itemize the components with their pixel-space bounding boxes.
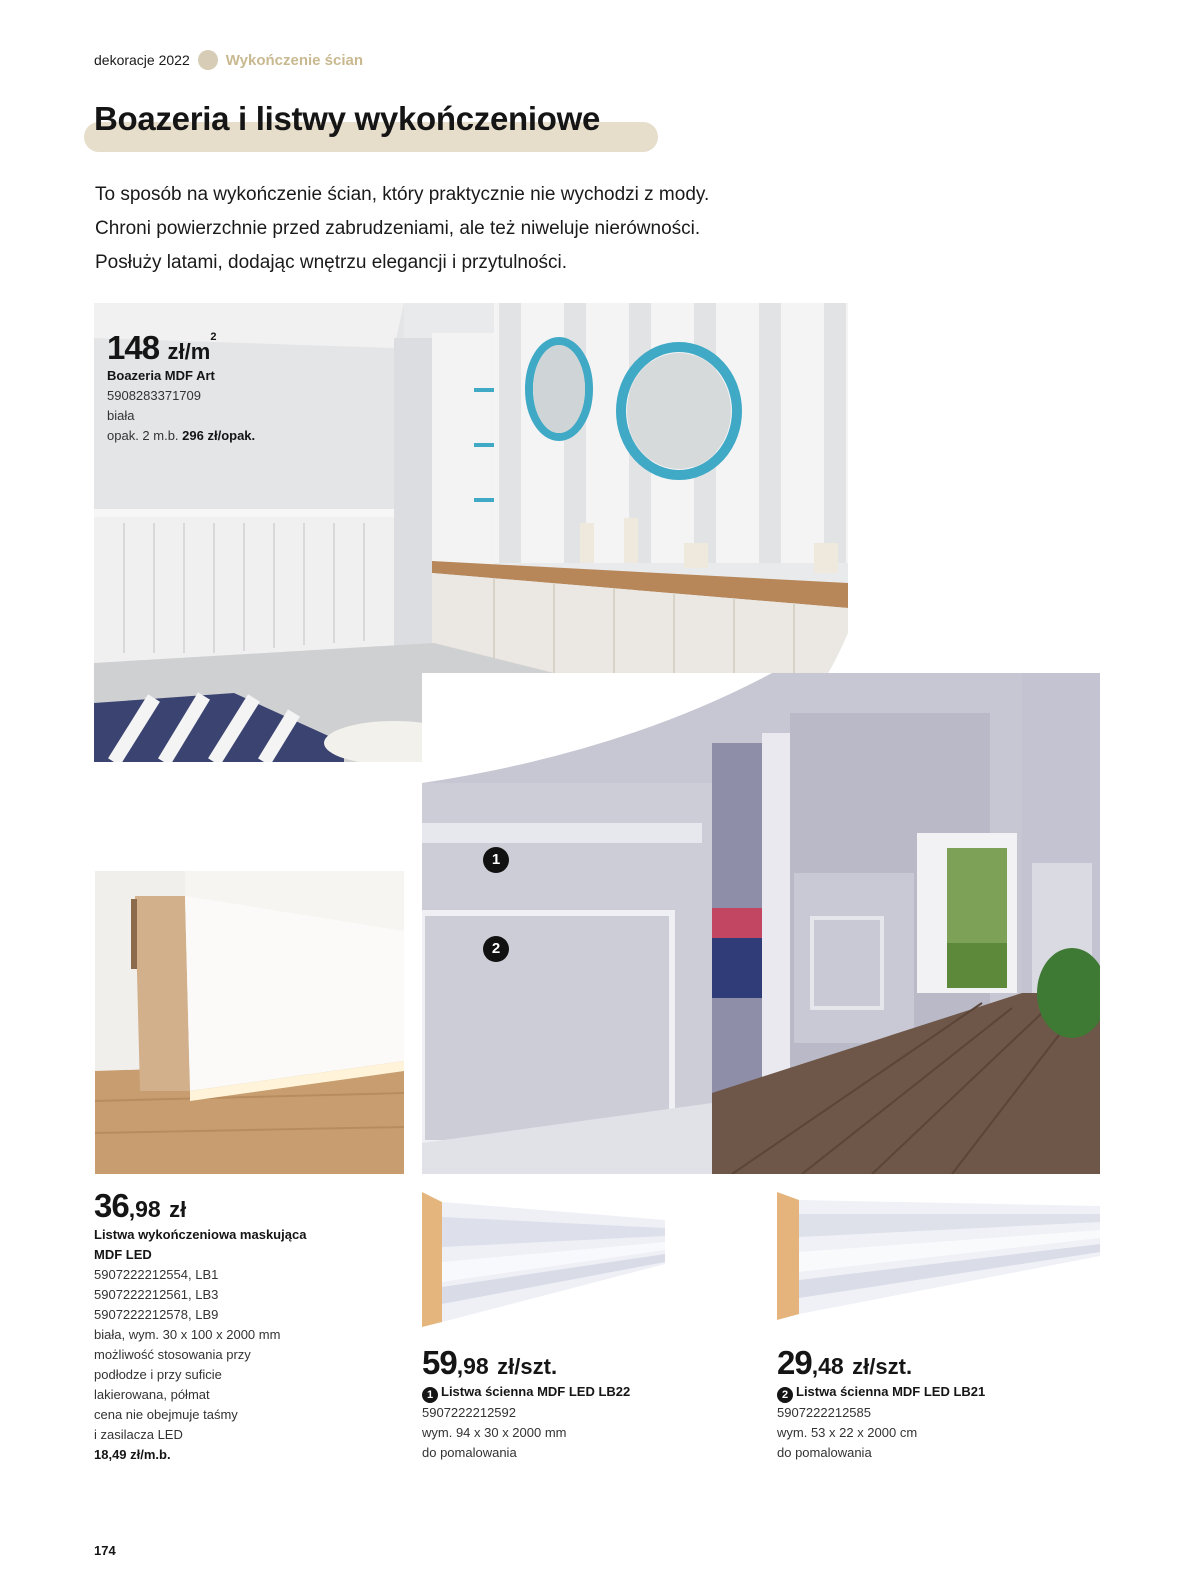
price-integer: 148 bbox=[107, 329, 160, 366]
hallway-moulding-photo bbox=[422, 673, 1100, 1174]
price-unit-exponent: 2 bbox=[210, 331, 217, 343]
price-integer: 59 bbox=[422, 1344, 457, 1381]
product-name-line: MDF LED bbox=[94, 1247, 152, 1262]
price bbox=[94, 1189, 394, 1222]
product-dims: wym. 94 x 30 x 2000 mm bbox=[422, 1425, 567, 1440]
led-skirting-photo bbox=[95, 871, 404, 1174]
price-unit: zł/m bbox=[167, 339, 211, 364]
price-unit: zł bbox=[169, 1197, 187, 1222]
product-code: 5907222212578, LB9 bbox=[94, 1307, 219, 1322]
product-ean: 5908283371709 bbox=[107, 388, 201, 403]
product-details bbox=[777, 1382, 985, 1463]
price-integer: 29 bbox=[777, 1344, 812, 1381]
header-dot-icon bbox=[198, 50, 218, 70]
product-lb22 bbox=[422, 1346, 630, 1463]
page-title: Boazeria i listwy wykończeniowe bbox=[94, 100, 601, 137]
product-name: 1 Listwa ścienna MDF LED LB22 bbox=[422, 1382, 630, 1403]
product-note: do pomalowania bbox=[777, 1445, 872, 1460]
product-details bbox=[422, 1382, 630, 1463]
number-badge-icon: 2 bbox=[777, 1387, 793, 1403]
price-decimal: ,98 bbox=[456, 1353, 489, 1379]
price-unit: zł/szt. bbox=[852, 1354, 913, 1379]
product-dims: wym. 53 x 22 x 2000 cm bbox=[777, 1425, 918, 1440]
section-name: Wykończenie ścian bbox=[225, 51, 364, 69]
intro-text bbox=[95, 178, 855, 280]
price-integer: 36 bbox=[94, 1187, 129, 1224]
product-name: 2 Listwa ścienna MDF LED LB21 bbox=[777, 1382, 985, 1403]
intro-line: Posłuży latami, dodając wnętrzu elegancji i przytulności. bbox=[95, 252, 568, 273]
number-badge-icon: 1 bbox=[422, 1387, 438, 1403]
moulding-lb21-image bbox=[777, 1192, 1100, 1320]
title-block bbox=[84, 100, 601, 138]
intro-line: Chroni powierzchnie przed zabrudzeniami, ale też niweluje nierówności. bbox=[95, 218, 701, 239]
price bbox=[107, 331, 255, 364]
product-color: biała bbox=[107, 408, 135, 423]
product-name: Boazeria MDF Art bbox=[107, 368, 215, 383]
marker-2-icon: 2 bbox=[483, 936, 509, 962]
product-details bbox=[107, 366, 255, 446]
product-code: 5907222212561, LB3 bbox=[94, 1287, 219, 1302]
price-unit: zł/szt. bbox=[497, 1354, 558, 1379]
product-details bbox=[94, 1225, 394, 1465]
price bbox=[777, 1346, 985, 1379]
product-boazeria-art bbox=[107, 331, 255, 446]
pack-price: 296 zł/opak. bbox=[182, 428, 256, 443]
product-detail: możliwość stosowania przy bbox=[94, 1347, 251, 1362]
page-header bbox=[94, 50, 363, 70]
page-number: 174 bbox=[94, 1543, 116, 1558]
product-detail: cena nie obejmuje taśmy bbox=[94, 1407, 238, 1422]
product-lb21 bbox=[777, 1346, 985, 1463]
catalog-name: dekoracje 2022 bbox=[94, 52, 190, 68]
product-led-skirting bbox=[94, 1189, 394, 1465]
marker-1-icon: 1 bbox=[483, 847, 509, 873]
product-name-line: Listwa wykończeniowa maskująca bbox=[94, 1227, 307, 1242]
price bbox=[422, 1346, 630, 1379]
product-detail: podłodze i przy suficie bbox=[94, 1367, 222, 1382]
product-detail: lakierowana, półmat bbox=[94, 1387, 210, 1402]
product-ean: 5907222212592 bbox=[422, 1405, 516, 1420]
price-decimal: ,98 bbox=[128, 1196, 161, 1222]
product-code: 5907222212554, LB1 bbox=[94, 1267, 219, 1282]
product-pack: opak. 2 m.b. 296 zł/opak. bbox=[107, 428, 256, 443]
moulding-lb22-image bbox=[422, 1192, 665, 1327]
price-decimal: ,48 bbox=[811, 1353, 844, 1379]
unit-price: 18,49 zł/m.b. bbox=[94, 1447, 171, 1462]
product-detail: i zasilacza LED bbox=[94, 1427, 183, 1442]
product-ean: 5907222212585 bbox=[777, 1405, 871, 1420]
intro-line: To sposób na wykończenie ścian, który praktycznie nie wychodzi z mody. bbox=[95, 184, 710, 205]
product-note: do pomalowania bbox=[422, 1445, 517, 1460]
product-detail: biała, wym. 30 x 100 x 2000 mm bbox=[94, 1327, 281, 1342]
